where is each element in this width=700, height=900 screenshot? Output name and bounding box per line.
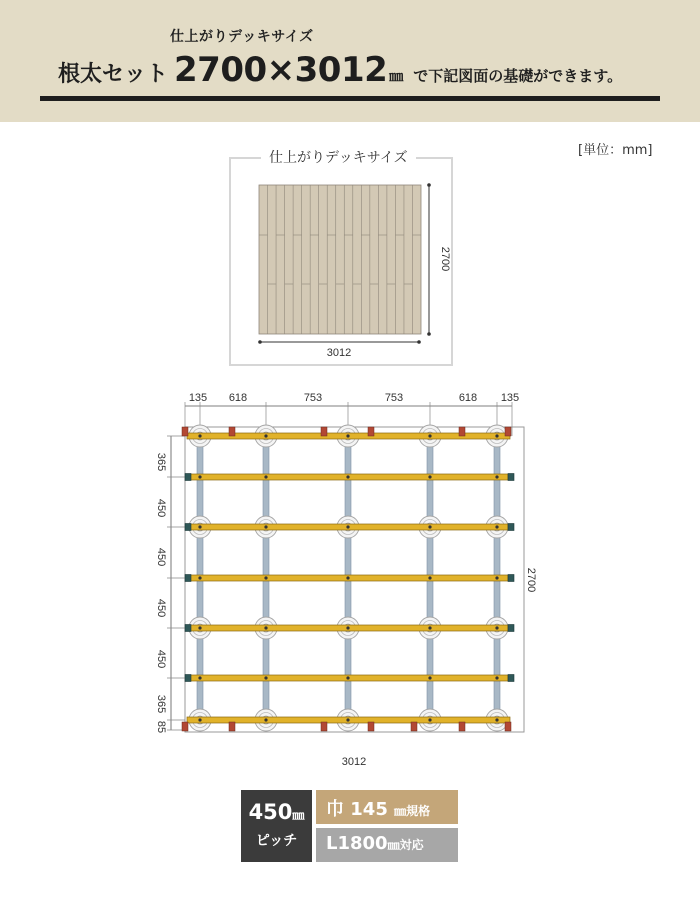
deck-frame-title: 仕上がりデッキサイズ [261, 147, 416, 167]
header-subtitle: 仕上がりデッキサイズ [170, 29, 314, 45]
title-size-unit: ㎜ [389, 69, 404, 85]
left-dim-label: 365 [155, 452, 167, 472]
joist-bracket-dot [198, 576, 201, 579]
joist-bracket-dot [264, 626, 267, 629]
left-dim-label: 365 [155, 694, 167, 714]
brown-block [182, 427, 188, 436]
joist-bracket-dot [198, 676, 201, 679]
length-spec-badge [316, 828, 458, 862]
width-spec-badge [316, 790, 458, 824]
joist-bracket-dot [198, 525, 201, 528]
bottom-dim-label: 3012 [341, 756, 367, 768]
joist-bracket-dot [495, 576, 498, 579]
joist-bracket-dot [428, 718, 431, 721]
joist-bracket-dot [495, 626, 498, 629]
joist-bracket-dot [495, 475, 498, 478]
joist-bracket-dot [264, 576, 267, 579]
brown-block [411, 722, 417, 731]
joist-bracket-dot [346, 718, 349, 721]
joist-bracket-dot [428, 626, 431, 629]
pitch-value: 450㎜ [248, 800, 305, 824]
joist-end-cap [185, 575, 191, 582]
top-dim-label: 618 [458, 392, 478, 404]
left-dim-label: 450 [155, 498, 167, 518]
brown-block [368, 427, 374, 436]
joist-end-cap [508, 675, 514, 682]
pitch-label: ピッチ [255, 833, 298, 849]
joist-end-cap [185, 675, 191, 682]
brown-block [182, 722, 188, 731]
joist-bracket-dot [495, 434, 498, 437]
brown-block [505, 722, 511, 731]
joist-bracket-dot [428, 434, 431, 437]
length-spec-text: L1800㎜対応 [326, 833, 424, 854]
top-dim-label: 135 [188, 392, 208, 404]
joist-bracket-dot [198, 434, 201, 437]
title-description: で下記図面の基礎ができます。 [413, 67, 623, 85]
title-size: 2700×3012 [174, 50, 388, 90]
top-dim-label: 753 [384, 392, 404, 404]
joist-bracket-dot [264, 434, 267, 437]
joist-bracket-dot [264, 475, 267, 478]
joist-bracket-dot [346, 475, 349, 478]
joist-bracket-dot [346, 434, 349, 437]
joist-bracket-dot [264, 525, 267, 528]
joist-bracket-dot [495, 525, 498, 528]
joist-bracket-dot [428, 475, 431, 478]
joist-end-cap [185, 474, 191, 481]
joist-bracket-dot [198, 626, 201, 629]
joist-bracket-dot [346, 676, 349, 679]
joist-bracket-dot [346, 626, 349, 629]
joist-bracket-dot [428, 525, 431, 528]
joist-bracket-dot [495, 676, 498, 679]
joist-end-cap [508, 474, 514, 481]
joist-end-cap [508, 575, 514, 582]
joist-bracket-dot [495, 718, 498, 721]
brown-block [459, 722, 465, 731]
left-dim-label: 85 [155, 720, 167, 734]
joist-end-cap [508, 625, 514, 632]
left-dim-label: 450 [155, 598, 167, 618]
top-dim-label: 618 [228, 392, 248, 404]
brown-block [505, 427, 511, 436]
brown-block [229, 427, 235, 436]
top-dim-label: 135 [500, 392, 520, 404]
joist-bracket-dot [428, 576, 431, 579]
brown-block [321, 722, 327, 731]
joist-bracket-dot [264, 676, 267, 679]
joist-bracket-dot [198, 718, 201, 721]
width-spec-text: 巾 145 ㎜規格 [326, 799, 431, 820]
title-set-name: 根太セット [58, 62, 169, 87]
left-dim-label: 450 [155, 547, 167, 567]
brown-block [368, 722, 374, 731]
joists [185, 433, 514, 723]
top-dim-label: 753 [303, 392, 323, 404]
unit-note: [単位：mm] [578, 143, 653, 158]
joist-bracket-dot [264, 718, 267, 721]
joist-end-cap [185, 625, 191, 632]
deck-width-label: 3012 [326, 347, 352, 359]
joist-bracket-dot [346, 576, 349, 579]
pitch-badge [241, 790, 312, 862]
joist-bracket-dot [198, 475, 201, 478]
deck-height-label: 2700 [439, 246, 451, 272]
brown-block [321, 427, 327, 436]
joist-bracket-dot [428, 676, 431, 679]
right-dim-label: 2700 [525, 567, 537, 593]
brown-block [229, 722, 235, 731]
brown-block [459, 427, 465, 436]
joist-end-cap [508, 524, 514, 531]
joist-end-cap [185, 524, 191, 531]
left-dim-label: 450 [155, 649, 167, 669]
joist-bracket-dot [346, 525, 349, 528]
